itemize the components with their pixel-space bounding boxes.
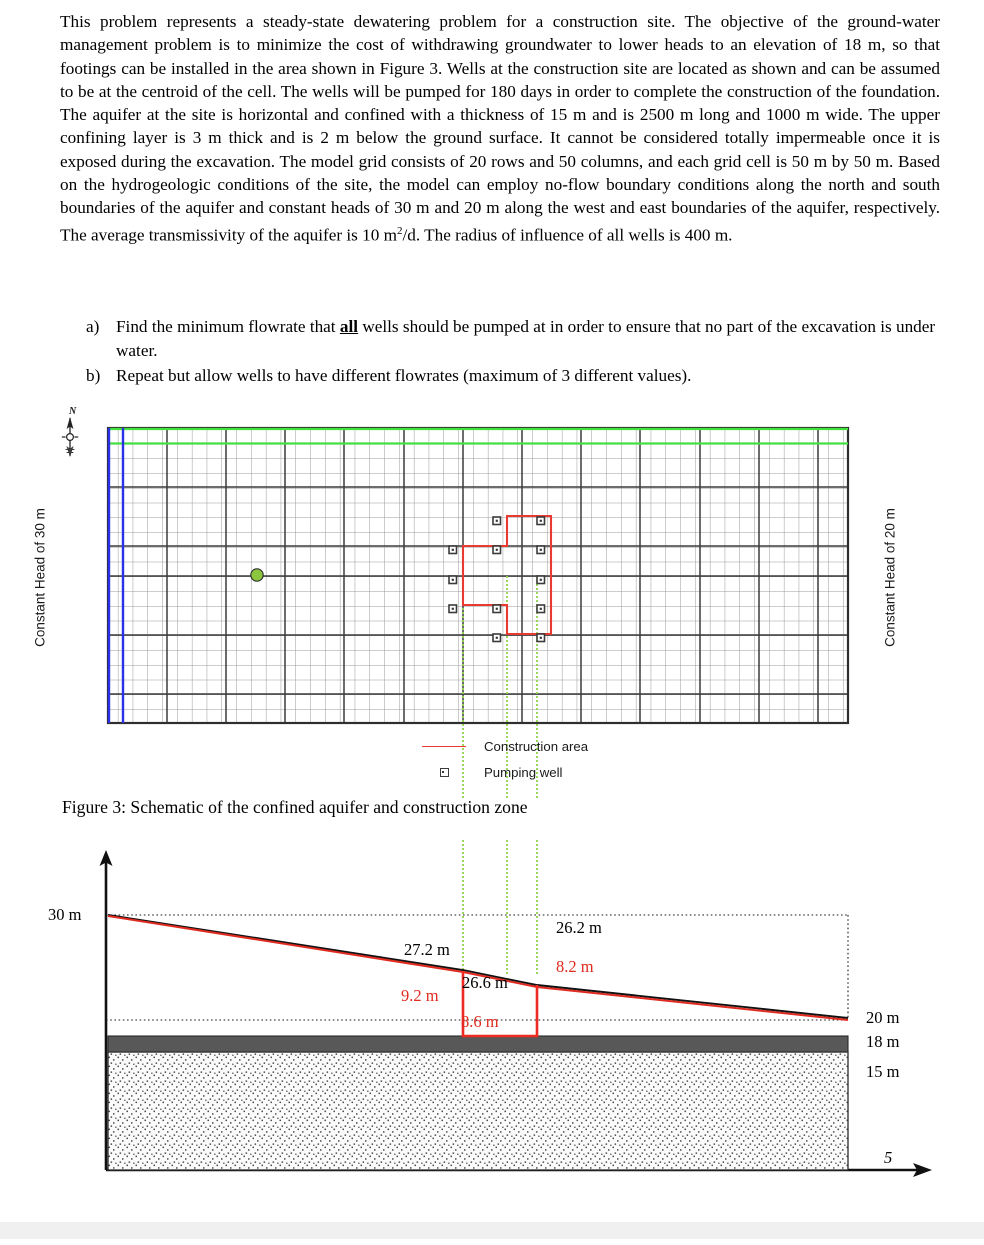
- legend-label-construction-area: Construction area: [484, 739, 589, 754]
- question-a-after: wells should be pumped at in order to ensure that no part of the excavation is under water.: [116, 317, 936, 360]
- cross-section-figure: [0, 840, 984, 1240]
- figure-caption: Figure 3: Schematic of the confined aquifer and construction zone: [62, 797, 528, 817]
- legend-label-pumping-well: Pumping well: [484, 765, 563, 780]
- question-a-emphasis: all: [339, 317, 359, 336]
- reference-levels: [106, 915, 848, 1020]
- legend-entry-pumping-well: [422, 765, 562, 780]
- label-axis-tick-5: 5: [884, 1148, 893, 1167]
- question-a-before: Find the minimum flowrate that: [116, 317, 340, 336]
- confining-layer: [108, 1036, 848, 1052]
- construction-area-swatch-icon: [422, 746, 466, 747]
- reference-point-marker: [251, 569, 263, 581]
- svg-text:N: N: [69, 406, 77, 417]
- east-boundary-label: Constant Head of 20 m: [882, 508, 898, 647]
- label-right-18m: 18 m: [866, 1032, 900, 1051]
- legend-entry-construction-area: [422, 739, 588, 754]
- question-item-b: [86, 364, 946, 388]
- label-head-30m: 30 m: [48, 905, 82, 924]
- question-b-before: Repeat but allow wells to have different flowrates (maximum of 3 different values).: [116, 366, 692, 385]
- figure-legend: [0, 735, 984, 790]
- alignment-guides-lower: [463, 840, 537, 976]
- question-label-b: b): [86, 366, 101, 385]
- label-right-20m: 20 m: [866, 1008, 900, 1027]
- problem-paragraph-tail: /d. The radius of influence of all wells is 400 m.: [402, 225, 733, 245]
- label-draw-8-2m: 8.2 m: [556, 957, 594, 976]
- label-draw-9-2m: 9.2 m: [401, 986, 439, 1005]
- question-label-a: a): [86, 317, 100, 336]
- label-head-26-6m: 26.6 m: [462, 973, 508, 992]
- label-draw-8-6m: 8.6 m: [461, 1012, 499, 1031]
- model-grid: [108, 428, 848, 723]
- page-bottom-strip: [0, 1222, 984, 1239]
- superscript-2: 2: [396, 224, 403, 237]
- aquifer-layer: [108, 1052, 848, 1170]
- north-arrow-icon: [62, 406, 78, 457]
- question-item-a: [86, 315, 946, 362]
- cross-section-svg: [0, 840, 984, 1240]
- head-line-no-pumping: [108, 915, 848, 1018]
- question-list: [86, 315, 946, 390]
- west-boundary-label: Constant Head of 30 m: [32, 508, 48, 647]
- question-text-b: [116, 364, 946, 388]
- question-text-a: [116, 315, 946, 362]
- label-head-27-2m: 27.2 m: [404, 940, 450, 959]
- label-right-15m: 15 m: [866, 1062, 900, 1081]
- pumping-well-swatch-icon: [422, 768, 466, 777]
- label-head-26-2m: 26.2 m: [556, 918, 602, 937]
- problem-statement: [60, 10, 940, 247]
- problem-paragraph-text: This problem represents a steady-state dewatering problem for a construction site. The objective of the ground-water management problem is to minimize the cost of withdrawing groundwater to lower heads to an elevation of 18 m, so that footings can be installed in the area shown in Figure 3. Wells at the construction site are located as shown and can be assumed to be at the centroid of the cell. The wells will be pumped for 180 days in order to complete the construction of the foundation. The aquifer at the site is horizontal and confined with a thickness of 15 m and is 2500 m long and 1000 m wide. The upper confining layer is 3 m thick and is 2 m below the ground surface. It cannot be considered totally impermeable once it is exposed during the excavation. The model grid consists of 20 rows and 50 columns, and each grid cell is 50 m by 50 m. Based on the hydrogeologic conditions of the site, the model can employ no-flow boundary conditions along the north and south boundaries of the aquifer and constant heads of 30 m and 20 m along the west and east boundaries of the aquifer, respectively. The average transmissivity of the aquifer is 10 m: [60, 12, 940, 245]
